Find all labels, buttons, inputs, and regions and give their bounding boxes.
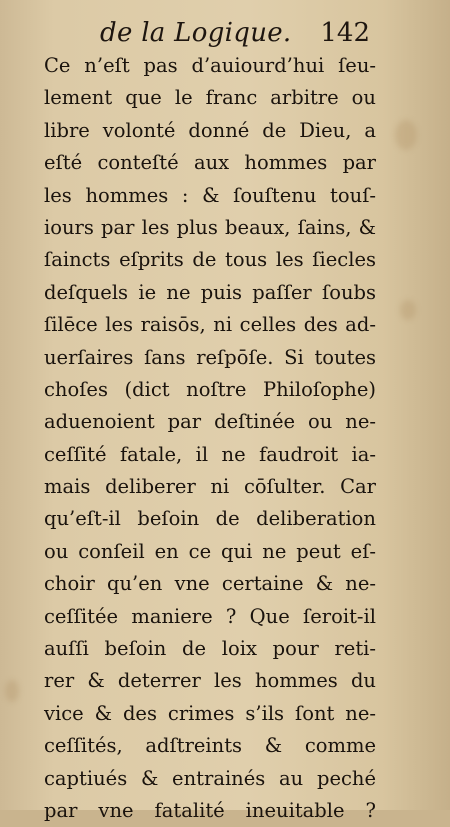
text-line: vice & des crimes s’ils ſont ne- <box>44 701 376 725</box>
text-line: par vne fatalité ineuitable ? <box>44 798 376 822</box>
text-line: libre volonté donné de Dieu, a <box>44 118 376 142</box>
text-line: ſaincts eſprits de tous les ſiecles <box>44 248 376 272</box>
text-line: deſquels ie ne puis paſſer ſoubs <box>44 280 376 304</box>
text-line: aduenoient par deſtinée ou ne- <box>44 410 376 434</box>
text-line: Ce n’eſt pas d’auiourd’hui ſeu- <box>44 54 376 77</box>
text-line: les hommes : & ſouſtenu touſ- <box>44 183 376 207</box>
text-line: ſilēce les raisōs, ni celles des ad- <box>44 313 376 337</box>
text-line: ceſſités, adſtreints & comme <box>44 734 376 758</box>
text-line: ou conſeil en ce qui ne peut eſ- <box>44 539 376 563</box>
text-line: auſſi beſoin de loix pour reti- <box>44 637 376 661</box>
page-number: 142 <box>320 18 370 48</box>
body-text <box>44 50 376 827</box>
running-title: de la Logique. <box>100 18 292 48</box>
paper-stain <box>5 680 19 702</box>
text-line: iours par les plus beaux, ſains, & <box>44 215 376 239</box>
text-line: lement que le franc arbitre ou <box>44 86 376 110</box>
text-line: choſes (dict noſtre Philoſophe) <box>44 377 376 401</box>
text-line: captiués & entrainés au peché <box>44 766 376 790</box>
text-line: ceſſité fatale, il ne faudroit ia- <box>44 442 376 466</box>
text-line: uerſaires ſans reſpōſe. Si toutes <box>44 345 376 369</box>
paper-stain <box>395 120 417 150</box>
text-line: qu’eſt-il beſoin de deliberation <box>44 507 376 531</box>
paper-stain <box>400 300 416 320</box>
page-header <box>100 18 370 54</box>
text-line: choir qu’en vne certaine & ne- <box>44 572 376 596</box>
text-line: mais deliberer ni cōſulter. Car <box>44 475 376 499</box>
text-line: rer & deterrer les hommes du <box>44 669 376 693</box>
text-line: eſté conteſté aux hommes par <box>44 151 376 175</box>
text-line: ceſſitée maniere ? Que ſeroit-il <box>44 604 376 628</box>
